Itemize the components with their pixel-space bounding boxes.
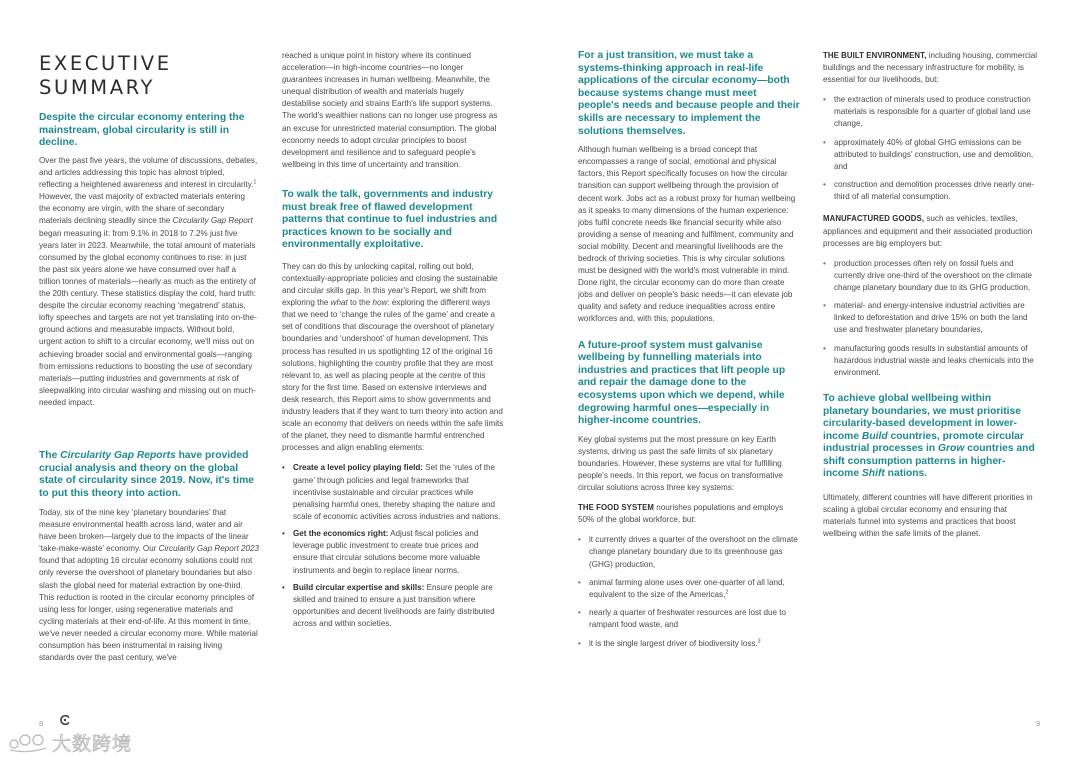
column-4 bbox=[823, 50, 1039, 540]
heading-just-transition: For a just transition, we must take a systems-thinking approach in real-life applications of the circular economy—both because systems change must meet people's needs and because people and their skills are necessary to implement the solutions themselves. bbox=[578, 50, 800, 137]
paragraph-food-system: THE FOOD SYSTEM nourishes populations and employs 50% of the global workforce, but: bbox=[578, 503, 784, 525]
manufactured-goods-list bbox=[823, 258, 1039, 379]
paragraph-history: reached a unique point in history where its continued acceleration—in high-income countries—no longer guarantees increases in human wellbeing. Meanwhile, the unequal distribution of wealth and materials hugely destabilise society and strains Earth's life support systems. The world's wealthier nations can no longer use progress as an excuse for unrestricted material consumption. The global economy needs to adopt circular principles to boost development and resilience and to safeguard people's wellbeing in this time of uncertainty and transition. bbox=[282, 51, 498, 169]
paragraph-manufactured-goods: MANUFACTURED GOODS, such as vehicles, textiles, appliances and equipment and their associated production processes are big employers but: bbox=[823, 214, 1033, 248]
title-line-2: SUMMARY bbox=[39, 76, 156, 99]
paragraph-how: They can do this by unlocking capital, rolling out bold, contextually-appropriate policies and closing the sustainable and circular skills gap. In this year's Report, we shift from exploring the what to the how: exploring the different ways that we need to ‘change the rules of the game’ and create a set of conditions that discourage the overshoot of planetary boundaries and ‘undershoot’ of human development. This process has resulted in us spotlighting 12 of the original 16 solutions, highlighting the country profile that they are most relevant to, as well as placing people at the centre of this story for the first time. Based on extensive interviews and desk research, this Report aims to show governments and industry leaders that if they want to turn theory into action and scale an economy that delivers on needs within the safe limits of the planet, they need to dismantle harmful entrenched processes and align enabling elements: bbox=[282, 261, 504, 453]
column-2 bbox=[282, 50, 504, 636]
paragraph-wellbeing: Although human wellbeing is a broad concept that encompasses a range of social, emotional and physical factors, this Report specifically focuses on how the circular transition can support wellbeing through the provision of decent work. Jobs act as a robust proxy for human wellbeing as it speaks to many dimensions of the human experience: jobs fulfil concrete needs like financial security while also providing a sense of meaning and fulfilment, community and social mobility. Decent and meaningful livelihoods are the bedrock of thriving societies. This is why circular solutions must be designed with the world's most vulnerable in mind. Done right, the circular economy can do more than create jobs and deliver on people's basic needs—it can elevate job quality and safety and reduce inequalities across entire workforces and, with this, populations. bbox=[578, 145, 796, 324]
enabling-elements-list bbox=[282, 462, 504, 630]
list-item: • it is the single largest driver of biodiversity loss.$^3$ bbox=[578, 638, 800, 650]
heading-global-wellbeing: To achieve global wellbeing within planetary boundaries, we must prioritise circularity-based development in lower-income Build countries, promote circular industrial processes in Grow countries and shift consumption patterns in higher-income Shift nations. bbox=[823, 392, 1035, 480]
paragraph-ultimately: Ultimately, different countries will have different priorities in scaling a global circular economy and ensuring that materials funnel into systems and practices that boost wellbeing within the safe limits of the planet. bbox=[823, 493, 1033, 539]
list-item: • animal farming alone uses over one-quarter of all land, equivalent to the size of the Americas,$^2$ bbox=[578, 577, 800, 601]
paragraph-decline: Over the past five years, the volume of discussions, debates, and articles addressing this topic has almost tripled, reflecting a heightened awareness and interest in circularity.$^1$ However, the vast majority of extracted materials entering the economy are virgin, with the share of secondary materials declining steadily since the Circularity Gap Report began measuring it: from 9.1% in 2018 to 7.2% just five years later in 2023. Meanwhile, the total amount of materials consumed by the global economy continues to rise: in just the past six years alone we have consumed over half a trillion tonnes of materials—nearly as much as the entirety of the 20th century. These statistics display the cold, hard truth: despite the circular economy reaching ‘megatrend’ status, lofty speeches and targets are not yet translating into on-the-ground actions and measurable impacts. Without bold, urgent action to shift to a circular economy, we'll miss out on achieving broader social and environmental goals—ranging from emissions reductions to boosting the use of secondary materials—putting industries and governments at risk of sleepwalking into circular washing and missing out on much-needed impact. bbox=[39, 156, 258, 407]
paragraph-key-systems: Key global systems put the most pressure on key Earth systems, driving us past the safe limits of six planetary boundaries. However, these systems are vital for fulfilling people's needs. In this report, we focus on transformative circular solutions across three key systems: bbox=[578, 434, 783, 493]
paragraph-built-environment: THE BUILT ENVIRONMENT, including housing, commercial buildings and the necessary infrastructure for mobility, is essential for our livelihoods, but: bbox=[823, 51, 1038, 85]
heading-walk-the-talk: To walk the talk, governments and industry must break free of flawed development patterns that continue to fuel industries and practices known to be socially and environmentally exploitative. bbox=[282, 188, 498, 251]
column-3 bbox=[578, 50, 800, 656]
paragraph-boundaries: Today, six of the nine key ‘planetary boundaries’ that measure environmental health across land, water and air have been broken—largely due to the impacts of the linear ‘take-make-waste’ economy. Our Circularity Gap Report 2023 found that adopting 16 circular economy solutions could not only reverse the overshoot of planetary boundaries but also slash the global need for material extraction by one-third. This reduction is rooted in the circular economy principles of using less for longer, using regenerative materials and cycling materials at their end-of-life. At this moment in time, we've never needed a circular economy more. While material consumption has been instrumental in raising living standards over the past century, we've bbox=[39, 508, 259, 663]
list-item: • the extraction of minerals used to produce construction materials is responsible for a quarter of global land use change, bbox=[823, 94, 1039, 130]
list-item: • Get the economics right: Adjust fiscal policies and leverage public investment to create true prices and ensure that circular solutions become more valuable instruments and begin to replace linear norms. bbox=[282, 528, 504, 576]
heading-theory: The Circularity Gap Reports have provided crucial analysis and theory on the global state of circularity since 2019. Now, it's time to put this theory into action. bbox=[39, 450, 254, 499]
page-number-left: 8 bbox=[39, 719, 44, 728]
list-item: • material- and energy-intensive industrial activities are linked to deforestation and drive 15% on both the land use and freshwater planetary boundaries, bbox=[823, 300, 1039, 336]
watermark-logo-icon bbox=[8, 730, 48, 754]
list-item: • nearly a quarter of freshwater resources are lost due to rampant food waste, and bbox=[578, 607, 800, 631]
title-line-1: EXECUTIVE bbox=[39, 52, 172, 75]
built-environment-list bbox=[823, 94, 1039, 203]
watermark-text: 大数跨境 bbox=[52, 732, 133, 755]
list-item: • construction and demolition processes drive nearly one-third of all material consumption. bbox=[823, 179, 1039, 203]
food-system-list bbox=[578, 534, 800, 649]
list-item: • Build circular expertise and skills: Ensure people are skilled and trained to ensure a just transition where opportunities and decent livelihoods are fairly distributed across and within societies. bbox=[282, 582, 504, 630]
list-item: • it currently drives a quarter of the overshoot on the climate change planetary boundary due to its greenhouse gas (GHG) production, bbox=[578, 534, 800, 570]
heading-decline: Despite the circular economy entering the mainstream, global circularity is still in decline. bbox=[39, 112, 245, 149]
circle-economy-logo-icon bbox=[59, 714, 71, 726]
list-item: • manufacturing goods results in substantial amounts of hazardous industrial waste and leaks chemicals into the environment. bbox=[823, 343, 1039, 379]
list-item: • Create a level policy playing field: Set the ‘rules of the game’ through policies and legal frameworks that incentivise sustainable and circular practices while penalising harmful ones, thereby shaping the nature and scale of economic activities across industries and nations. bbox=[282, 462, 504, 522]
page-number-right: 9 bbox=[1036, 719, 1041, 728]
list-item: • approximately 40% of global GHG emissions can be attributed to buildings' construction, use and demolition, and bbox=[823, 137, 1039, 173]
heading-future-proof: A future-proof system must galvanise wellbeing by funnelling materials into industries and practices that lift people up and repair the damage done to the ecosystems upon which we depend, while degrowing harmful ones—especially in higher-income countries. bbox=[578, 339, 786, 427]
watermark bbox=[8, 728, 132, 756]
list-item: • production processes often rely on fossil fuels and currently drive one-third of the overshoot on the climate change planetary boundary due to its GHG production, bbox=[823, 258, 1039, 294]
page-title bbox=[39, 52, 172, 100]
